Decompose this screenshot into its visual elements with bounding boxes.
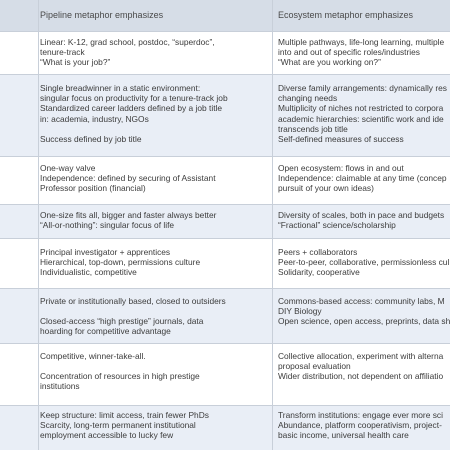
pipeline-cell [40,37,268,68]
cell-line: Peers + collaborators [278,247,358,257]
table-row [0,288,450,343]
cell-line: Success defined by job title [40,133,142,144]
cell-line: Linear: K-12, grad school, postdoc, “superdoc”, [40,37,215,47]
cell-line: Individualistic, competitive [40,267,137,278]
cell-line: institutions [40,381,80,392]
ecosystem-cell [278,247,450,278]
pipeline-cell [40,410,268,441]
table-row [0,343,450,405]
cell-line: Single breadwinner in a static environment: [40,83,201,93]
cell-line: Competitive, winner-take-all. [40,351,146,361]
cell-line: Independence: defined by securing of Assistant [40,173,216,184]
cell-line: Multiplicity of niches not restricted to corpora [278,103,444,114]
row-divider [0,238,450,239]
cell-line: Professor position (financial) [40,183,146,194]
cell-line: “What is your job?” [40,57,111,68]
cell-line: “What are you working on?” [278,57,381,68]
cell-line: Wider distribution, not dependent on affiliatio [278,371,444,382]
pipeline-cell [40,296,268,337]
pipeline-cell [40,163,268,194]
column-divider [272,0,273,450]
cell-line: basic income, universal health care [278,430,409,441]
cell-line: Scarcity, long-term permanent institutional [40,420,196,431]
pipeline-cell [40,351,268,392]
cell-line: singular focus on productivity for a tenure-track job [40,93,228,104]
cell-line: Transform institutions: engage ever more sci [278,410,443,420]
ecosystem-cell [278,83,450,144]
cell-line: One-size fits all, bigger and faster always better [40,210,217,220]
cell-line: tenure-track [40,47,85,58]
cell-line: Hierarchical, top-down, permissions culture [40,257,201,268]
table-row [0,31,450,74]
row-divider [0,343,450,344]
pipeline-cell [40,247,268,278]
cell-line: transcends job title [278,123,348,134]
cell-line: DIY Biology [278,306,322,317]
ecosystem-cell [278,410,450,441]
header-cell-ecosystem: Ecosystem metaphor emphasizes [278,10,414,20]
cell-line: Diversity of scales, both in pace and budgets [278,210,445,220]
row-divider [0,405,450,406]
ecosystem-cell [278,210,450,230]
ecosystem-cell [278,351,450,382]
table-row [0,238,450,288]
cell-line: Standardized career ladders defined by a job title [40,103,223,114]
row-divider [0,31,450,32]
cell-line: Keep structure: limit access, train fewer PhDs [40,410,209,420]
cell-line: Principal investigator + apprentices [40,247,171,257]
table-row [0,156,450,204]
cell-line: in: academia, industry, NGOs [40,113,149,124]
cell-line: Open science, open access, preprints, data sh [278,316,450,327]
cell-line: proposal evaluation [278,361,351,372]
row-divider [0,156,450,157]
table-row [0,74,450,156]
cell-line: Open ecosystem: flows in and out [278,163,404,173]
cell-line: Solidarity, cooperative [278,267,360,278]
cell-line: Self-defined measures of success [278,134,404,145]
table-header [0,0,450,31]
cell-line: into and out of specific roles/industries [278,47,420,58]
column-divider [38,0,39,450]
pipeline-cell [40,210,268,230]
cell-line [40,306,268,316]
cell-line: “Fractional” science/scholarship [278,220,396,231]
cell-line: employment accessible to lucky few [40,430,174,441]
row-divider [0,288,450,289]
row-divider [0,74,450,75]
cell-line: Collective allocation, experiment with alterna [278,351,444,361]
cell-line: Independence: claimable at any time (concep [278,173,447,184]
ecosystem-cell [278,37,450,68]
cell-line [40,124,268,134]
cell-line: Private or institutionally based, closed to outsiders [40,296,226,306]
cell-line: changing needs [278,93,338,104]
table-row [0,204,450,238]
table-row [0,405,450,450]
row-divider [0,204,450,205]
cell-line: pursuit of your own ideas) [278,183,374,194]
cell-line: One-way valve [40,163,96,173]
cell-line: Multiple pathways, life-long learning, multiple [278,37,445,47]
cell-line: Commons-based access: community labs, M [278,296,445,306]
cell-line: Peer-to-peer, collaborative, permissionless cul [278,257,450,268]
cell-line: Diverse family arrangements: dynamically res [278,83,447,93]
cell-line: Closed-access “high prestige” journals, data [40,316,204,327]
cell-line: Concentration of resources in high prestige [40,371,200,382]
cell-line [40,361,268,371]
ecosystem-cell [278,296,450,327]
ecosystem-cell [278,163,450,194]
cell-line: Abundance, platform cooperativism, project- [278,420,442,431]
cell-line: hoarding for competitive advantage [40,326,171,337]
cell-line: academic hierarchies: scientific work and ide [278,113,444,124]
pipeline-cell [40,83,268,144]
cell-line: “All-or-nothing”: singular focus of life [40,220,175,231]
header-cell-pipeline: Pipeline metaphor emphasizes [40,10,164,20]
